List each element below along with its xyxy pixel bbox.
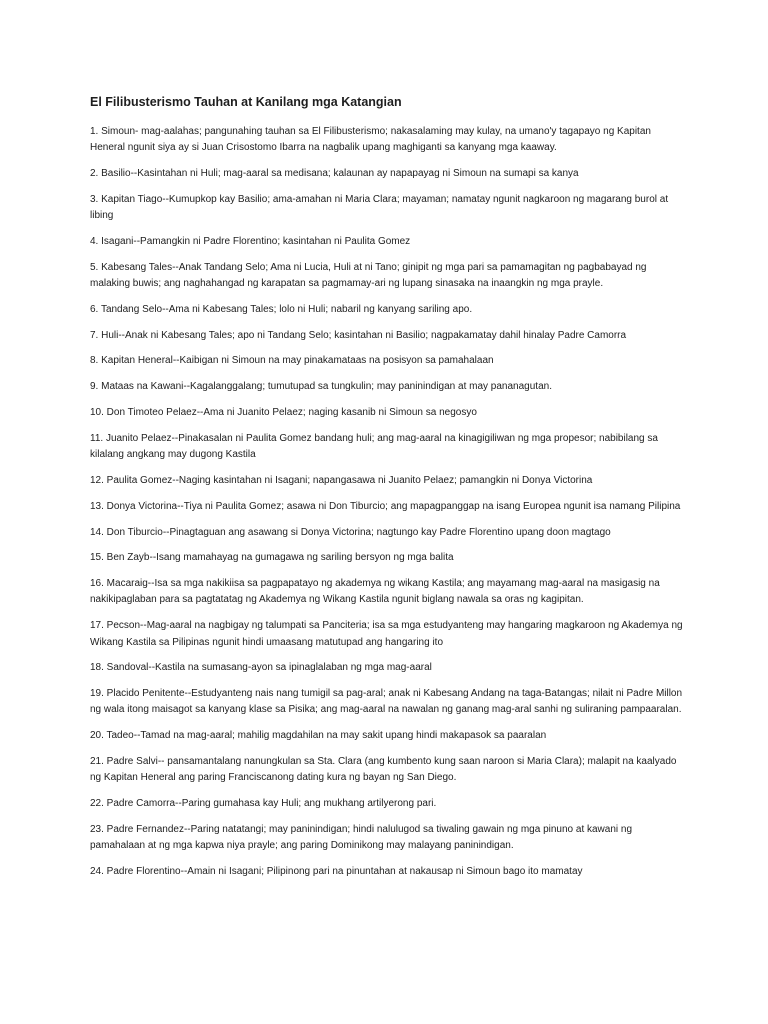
list-item: 21. Padre Salvi-- pansamantalang nanungkulan sa Sta. Clara (ang kumbento kung saan naroon si Maria Clara); malapit na kaalyado ng Kapitan Heneral ang paring Franciscanong dating kura ng bayan ng San Diego. bbox=[90, 756, 677, 784]
list-item: 17. Pecson--Mag-aaral na nagbigay ng talumpati sa Panciteria; isa sa mga estudyanteng may hangaring magkaroon ng Akademya ng Wikang Kastila sa Pilipinas ngunit hindi umaasang matutupad ang hangaring ito bbox=[90, 620, 683, 648]
list-item: 24. Padre Florentino--Amain ni Isagani; Pilipinong pari na pinuntahan at nakausap ni Simoun bago ito mamatay bbox=[90, 866, 583, 877]
list-item: 13. Donya Victorina--Tiya ni Paulita Gomez; asawa ni Don Tiburcio; ang mapagpanggap na isang Europea ngunit isa namang Pilipina bbox=[90, 500, 681, 512]
character-list bbox=[90, 124, 688, 880]
list-item: 10. Don Timoteo Pelaez--Ama ni Juanito Pelaez; naging kasanib ni Simoun sa negosyo bbox=[90, 407, 477, 419]
list-item: 7. Huli--Anak ni Kabesang Tales; apo ni Tandang Selo; kasintahan ni Basilio; nagpakamatay dahil hinalay Padre Camorra bbox=[90, 329, 627, 341]
list-item: 12. Paulita Gomez--Naging kasintahan ni Isagani; napangasawa ni Juanito Pelaez; pamangkin ni Donya Victorina bbox=[90, 474, 593, 486]
list-item: 16. Macaraig--Isa sa mga nakikiisa sa pagpapatayo ng akademya ng wikang Kastila; ang mayamang mag-aaral na masigasig na nakikipaglaban para sa pagtatatag ng Akademya ng Wikang Kastila ngunit biglang nawala sa oras ng kagipitan. bbox=[90, 578, 660, 606]
list-item: 1. Simoun- mag-aalahas; pangunahing tauhan sa El Filibusterismo; nakasalaming may kulay, na umano'y tagapayo ng Kapitan Heneral ngunit siya ay si Juan Crisostomo Ibarra na nagbalik upang maghiganti sa kanyang mga kaaway. bbox=[90, 126, 651, 154]
list-item: 11. Juanito Pelaez--Pinakasalan ni Paulita Gomez bandang huli; ang mag-aaral na kinagigiliwan ng mga propesor; nabibilang sa kilalang angkang may dugong Kastila bbox=[90, 432, 658, 461]
list-item: 23. Padre Fernandez--Paring natatangi; may paninindigan; hindi nalulugod sa tiwaling gawain ng mga pinuno at kawani ng pamahalaan at ng mga kapwa niya prayle; ang paring Dominikong may malayang paninindigan. bbox=[90, 823, 633, 852]
list-item: 4. Isagani--Pamangkin ni Padre Florentino; kasintahan ni Paulita Gomez bbox=[90, 235, 411, 247]
list-item: 18. Sandoval--Kastila na sumasang-ayon sa ipinaglalaban ng mga mag-aaral bbox=[90, 662, 432, 674]
list-item: 15. Ben Zayb--Isang mamahayag na gumagawa ng sariling bersyon ng mga balita bbox=[90, 552, 454, 564]
list-item: 8. Kapitan Heneral--Kaibigan ni Simoun na may pinakamataas na posisyon sa pamahalaan bbox=[90, 355, 494, 367]
list-item: 9. Mataas na Kawani--Kagalanggalang; tumutupad sa tungkulin; may paninindigan at may pananagutan. bbox=[90, 381, 552, 393]
list-item: 19. Placido Penitente--Estudyanteng nais nang tumigil sa pag-aral; anak ni Kabesang Andang na taga-Batangas; nilait ni Padre Millon ng wala itong maisagot sa kanyang klase sa Pisika; ang mag-aaral na nawalan ng ganang mag-aral sanhi ng suliraning pampaaralan. bbox=[90, 688, 683, 716]
list-item: 20. Tadeo--Tamad na mag-aaral; mahilig magdahilan na may sakit upang hindi makapasok sa paaralan bbox=[90, 730, 547, 742]
list-item: 2. Basilio--Kasintahan ni Huli; mag-aaral sa medisana; kalaunan ay napapayag ni Simoun na sumapi sa kanya bbox=[90, 168, 579, 180]
list-item: 3. Kapitan Tiago--Kumupkop kay Basilio; ama-amahan ni Maria Clara; mayaman; namatay ngunit nagkaroon ng magarang burol at libing bbox=[90, 193, 669, 222]
list-item: 22. Padre Camorra--Paring gumahasa kay Huli; ang mukhang artilyerong pari. bbox=[90, 798, 437, 810]
list-item: 14. Don Tiburcio--Pinagtaguan ang asawang si Donya Victorina; nagtungo kay Padre Florentino upang doon magtago bbox=[90, 526, 611, 538]
list-item: 6. Tandang Selo--Ama ni Kabesang Tales; lolo ni Huli; nabaril ng kanyang sariling apo. bbox=[90, 303, 473, 315]
document-title: El Filibusterismo Tauhan at Kanilang mga Katangian bbox=[90, 95, 402, 109]
list-item: 5. Kabesang Tales--Anak Tandang Selo; Ama ni Lucia, Huli at ni Tano; ginipit ng mga pari sa pamamagitan ng pagbabayad ng malaking buwis; ang naghahangad ng karapatan sa pagmamay-ari ng lupang sinasaka na inaangkin ng mga prayle. bbox=[90, 261, 647, 290]
